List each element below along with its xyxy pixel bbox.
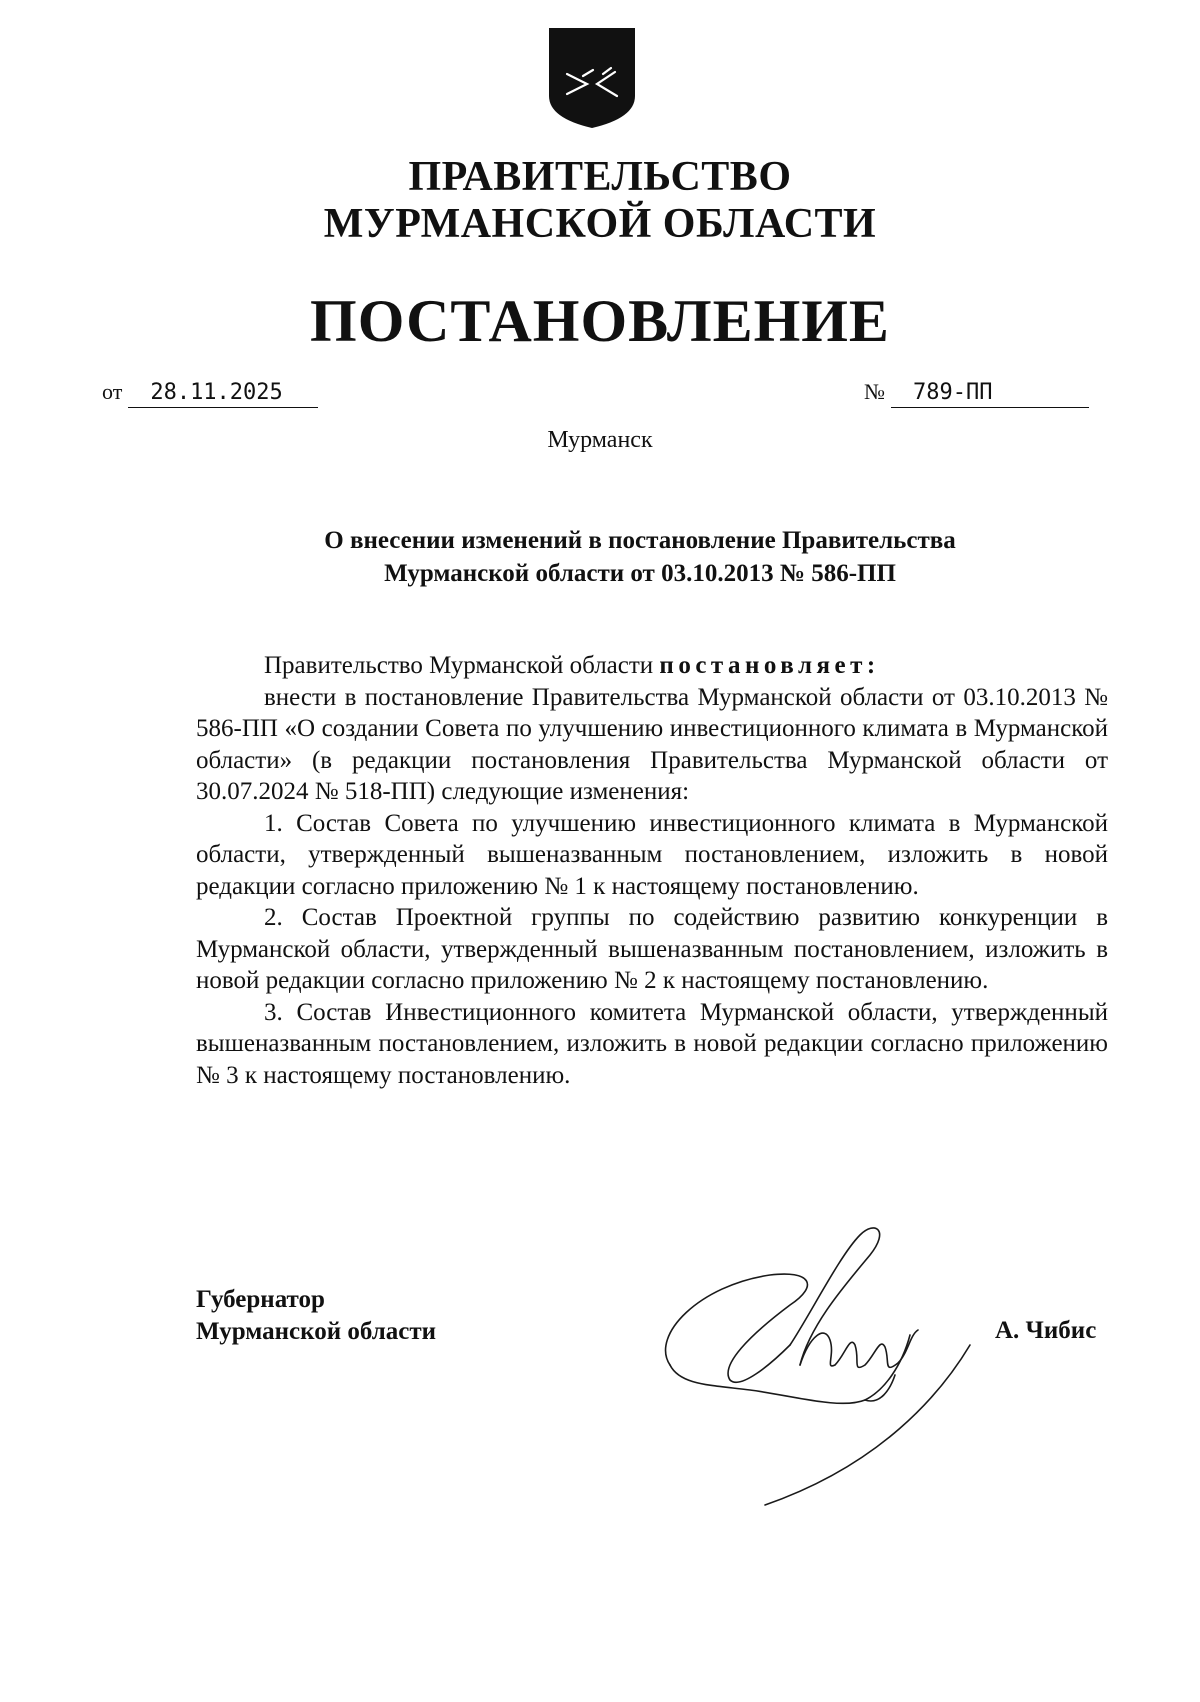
main-paragraph: внести в постановление Правительства Мурманской области от 03.10.2013 № 586-ПП «О создании Совета по улучшению инвестиционного климата в Мурманской области» (в редакции постановления Правительства Мурманской области от 30.07.2024 № 518-ПП) следующие изменения: [196, 683, 1108, 805]
decides-word: постановляет: [659, 652, 880, 679]
signer-position-line2: Мурманской области [196, 1318, 437, 1345]
document-type-heading: ПОСТАНОВЛЕНИЕ [310, 288, 890, 354]
handwritten-signature [640, 1215, 1000, 1515]
signer-position [196, 1284, 436, 1348]
item-2: 2. Состав Проектной группы по содействию развитию конкуренции в Мурманской области, утвержденный вышеназванным постановлением, изложить в новой редакции согласно приложению № 2 к настоящему постановлению. [196, 904, 1108, 994]
city-name: Мурманск [547, 427, 653, 453]
government-title-line2: МУРМАНСКОЙ ОБЛАСТИ [323, 201, 877, 247]
signer-name: А. Чибис [995, 1317, 1097, 1344]
subject-line1: О внесении изменений в постановление Правительства [324, 527, 956, 554]
government-title-line1: ПРАВИТЕЛЬСТВО [408, 154, 792, 200]
intro-paragraph [196, 650, 1108, 682]
date-value: 28.11.2025 [128, 379, 318, 408]
document-date [102, 378, 318, 408]
document-number [864, 378, 1089, 408]
number-value: 789-ПП [891, 379, 1089, 408]
item-1: 1. Состав Совета по улучшению инвестиционного климата в Мурманской области, утвержденный вышеназванным постановлением, изложить в новой редакции согласно приложению № 1 к настоящему постановлению. [196, 809, 1108, 900]
item-3: 3. Состав Инвестиционного комитета Мурманской области, утвержденный вышеназванным постановлением, изложить в новой редакции согласно приложению № 3 к настоящему постановлению. [196, 998, 1108, 1089]
government-title [0, 154, 1200, 248]
signer-position-line1: Губернатор [196, 1286, 325, 1313]
intro-text: Правительство Мурманской области [264, 652, 660, 679]
date-prefix: от [102, 379, 123, 404]
document-subject [260, 524, 1020, 590]
number-prefix: № [864, 379, 885, 404]
coat-of-arms-icon [547, 26, 637, 130]
subject-line2: Мурманской области от 03.10.2013 № 586-ПП [384, 560, 896, 587]
document-body [196, 650, 1108, 1091]
